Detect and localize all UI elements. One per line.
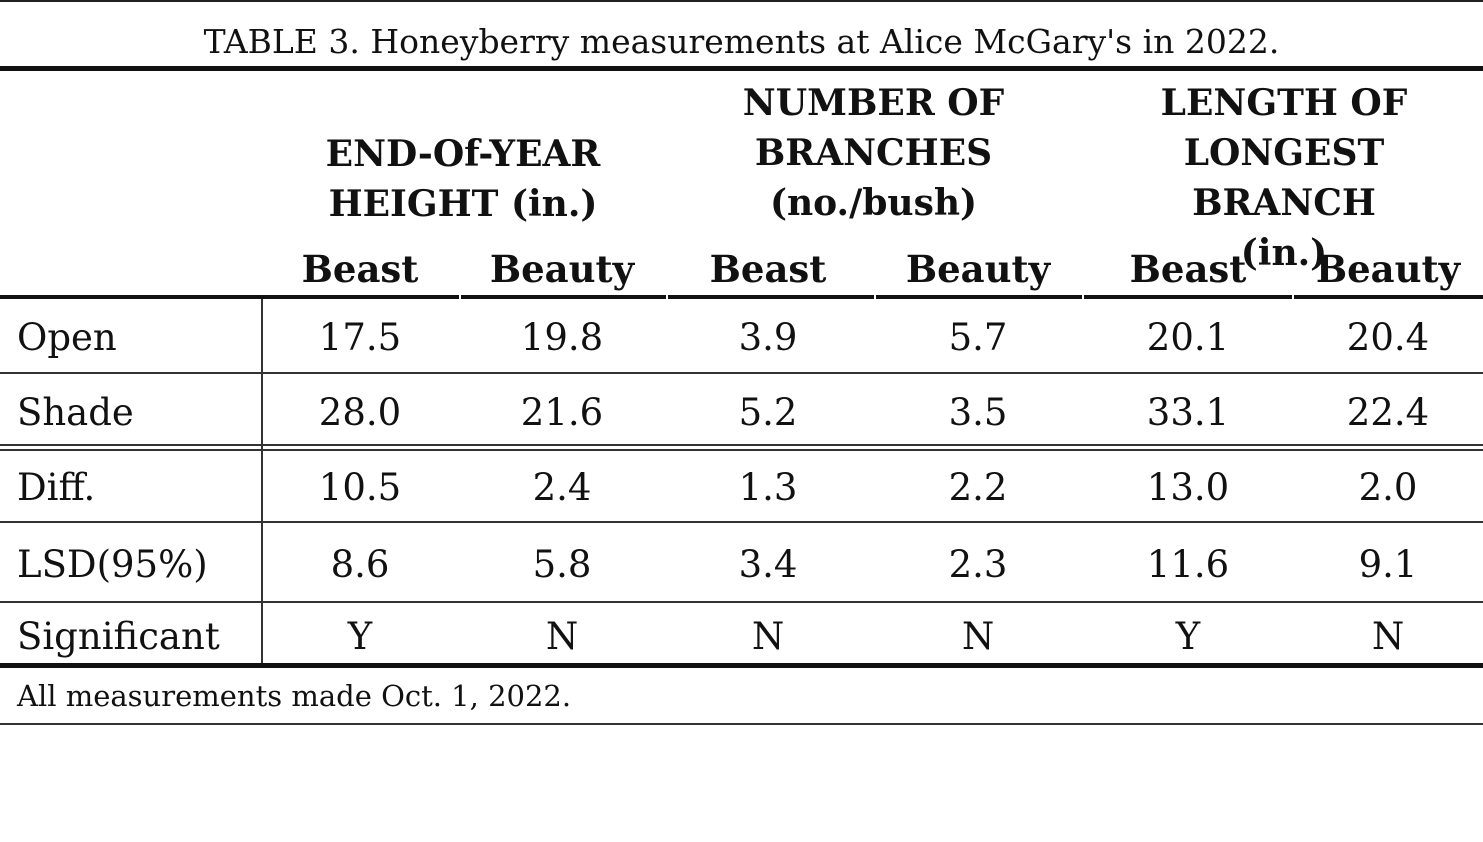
table-title: TABLE 3. Honeyberry measurements at Alice McGary's in 2022. <box>0 0 1483 68</box>
table-cell: 5.2 <box>738 391 798 434</box>
table-cell: 5.8 <box>532 543 592 586</box>
table-cell: N <box>1371 615 1405 658</box>
table-cell: 11.6 <box>1146 543 1230 586</box>
table-cell: 33.1 <box>1146 391 1230 434</box>
col-group-height-line2: END-Of-YEAR <box>325 133 601 175</box>
table-cell: 28.0 <box>318 391 402 434</box>
table-cell: 3.9 <box>738 316 798 359</box>
header-underline-3 <box>668 295 874 299</box>
table-cell: 3.5 <box>948 391 1008 434</box>
subheader-beauty-branches: Beauty <box>905 247 1051 291</box>
header-underline-6 <box>1294 295 1483 299</box>
table-cell: Y <box>347 615 373 658</box>
subheader-beast-longest: Beast <box>1129 247 1247 291</box>
col-group-branches <box>671 78 1076 228</box>
row-rule-3 <box>0 521 1483 523</box>
footnote-rule <box>0 723 1483 725</box>
header-underline-1 <box>0 295 459 299</box>
col-group-branches-line1: NUMBER OF <box>742 82 1005 124</box>
row-label: Open <box>17 316 117 359</box>
table-cell: 19.8 <box>520 316 604 359</box>
bottom-rule <box>0 663 1483 668</box>
col-group-height-line3: HEIGHT (in.) <box>328 183 598 225</box>
table-cell: 2.4 <box>532 466 592 509</box>
table-cell: 22.4 <box>1346 391 1430 434</box>
header-underline-4 <box>876 295 1082 299</box>
header-underline-5 <box>1084 295 1292 299</box>
table-cell: 1.3 <box>738 466 798 509</box>
table-cell: 20.1 <box>1146 316 1230 359</box>
table-cell: N <box>545 615 579 658</box>
subheader-beast-height: Beast <box>301 247 419 291</box>
table-cell: N <box>751 615 785 658</box>
row-rule-2b <box>0 449 1483 451</box>
table-cell: Y <box>1175 615 1201 658</box>
row-label: Diff. <box>17 466 96 509</box>
row-label: Shade <box>17 391 134 434</box>
table-cell: 3.4 <box>738 543 798 586</box>
table-cell: 21.6 <box>520 391 604 434</box>
table-cell: 10.5 <box>318 466 402 509</box>
table-cell: N <box>961 615 995 658</box>
row-rule-1 <box>0 372 1483 374</box>
table-cell: 8.6 <box>330 543 390 586</box>
table-cell: 2.0 <box>1358 466 1418 509</box>
col-group-longest-line3: (in.) <box>1240 232 1328 274</box>
table-cell: 20.4 <box>1346 316 1430 359</box>
top-rule <box>0 66 1483 71</box>
col-group-branches-line2: BRANCHES <box>754 132 993 174</box>
header-underline-2 <box>461 295 666 299</box>
table-cell: 17.5 <box>318 316 402 359</box>
subheader-beauty-longest: Beauty <box>1315 247 1461 291</box>
table-footnote: All measurements made Oct. 1, 2022. <box>17 679 572 713</box>
table-cell: 2.2 <box>948 466 1008 509</box>
table-cell: 2.3 <box>948 543 1008 586</box>
subheader-beauty-height: Beauty <box>489 247 635 291</box>
row-rule-4 <box>0 601 1483 603</box>
col-group-longest-line1: LENGTH OF <box>1160 82 1408 124</box>
table-cell: 5.7 <box>948 316 1008 359</box>
row-label: LSD(95%) <box>17 543 208 586</box>
subheader-beast-branches: Beast <box>709 247 827 291</box>
col-group-branches-line3: (no./bush) <box>769 182 978 224</box>
row-rule-2a <box>0 444 1483 446</box>
table-cell: 13.0 <box>1146 466 1230 509</box>
col-group-longest-line2: LONGEST BRANCH <box>1183 132 1385 224</box>
row-label: Significant <box>17 615 220 658</box>
table-cell: 9.1 <box>1358 543 1418 586</box>
col-group-height <box>263 129 663 229</box>
